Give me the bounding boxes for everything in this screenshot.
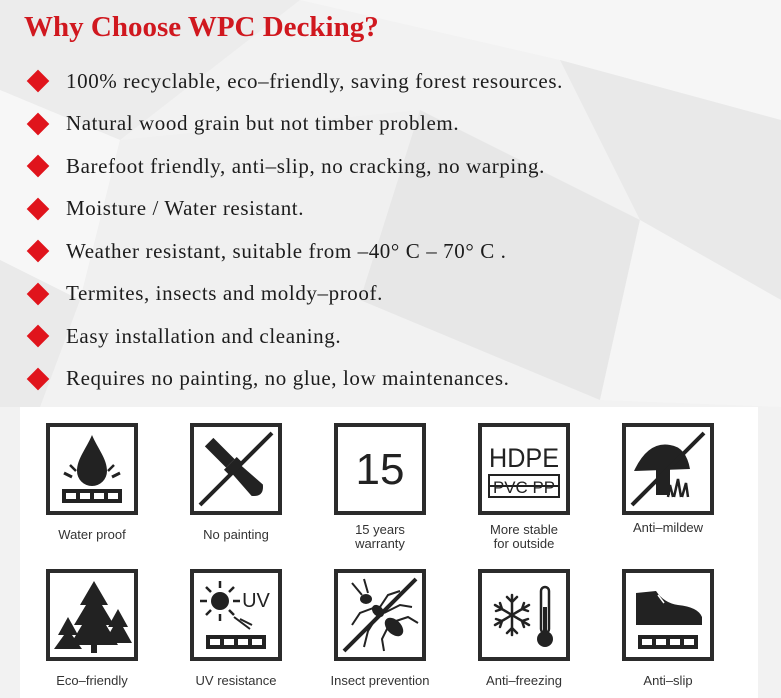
icon-anti-mildew [596,407,740,545]
warranty-number: 15 [355,445,405,494]
icon-caption: Anti–freezing [486,673,562,688]
uv-text: UV [242,590,270,612]
hdpe-icon [478,423,570,515]
bullet-diamond-icon [27,155,50,178]
bullet-diamond-icon [27,112,50,135]
feature-item [26,188,563,231]
no-mushroom-icon [622,423,714,515]
snowflake-thermometer-icon [478,569,570,661]
bullet-diamond-icon [27,367,50,390]
caption-line: 15 years [355,522,405,537]
bullet-diamond-icon [27,197,50,220]
feature-item [26,315,563,358]
water-drop-icon [46,423,138,515]
icon-eco-friendly [20,553,164,691]
trees-icon [46,569,138,661]
hdpe-text: HDPE [489,443,559,473]
caption-line: warranty [355,536,405,551]
icon-hdpe [452,407,596,551]
icon-caption: No painting [203,527,269,542]
feature-text: Termites, insects and moldy–proof. [66,281,383,306]
icon-caption [452,523,596,551]
icon-caption: Anti–mildew [632,520,704,535]
feature-list [26,60,563,400]
bullet-diamond-icon [27,282,50,305]
shoe-icon [622,569,714,661]
feature-text: Barefoot friendly, anti–slip, no cracking, no warping. [66,153,545,178]
icon-grid [20,407,758,698]
bullet-diamond-icon [27,325,50,348]
feature-item [26,60,563,103]
no-paint-brush-icon [190,423,282,515]
icon-anti-slip [596,553,740,691]
icon-water-proof [20,407,164,545]
feature-text: Easy installation and cleaning. [66,323,342,348]
feature-text: Weather resistant, suitable from –40° C – 70° C . [66,238,507,263]
feature-text: Requires no painting, no glue, low maintenances. [66,366,510,391]
icon-caption [308,523,452,551]
icon-caption: Insect prevention [330,673,430,688]
caption-line: for outside [493,536,555,551]
feature-item [26,230,563,273]
page-title: Why Choose WPC Decking? [24,11,379,43]
uv-sun-icon [190,569,282,661]
feature-text: Moisture / Water resistant. [66,196,305,221]
feature-text: 100% recyclable, eco–friendly, saving forest resources. [66,68,563,93]
bullet-diamond-icon [27,70,50,93]
icon-insect-prevention [308,553,452,691]
feature-text: Natural wood grain but not timber problem. [66,111,460,136]
feature-item [26,273,563,316]
feature-item [26,358,563,401]
feature-item [26,145,563,188]
icon-warranty [308,407,452,551]
warranty-15-icon [334,423,426,515]
no-insect-icon [334,569,426,661]
icon-anti-freezing [452,553,596,691]
icon-caption: Water proof [58,527,126,542]
icon-no-painting [164,407,308,545]
pvc-pp-text: PVC PP [493,478,555,497]
bullet-diamond-icon [27,240,50,263]
icon-uv-resistance [164,553,308,691]
icon-caption: Eco–friendly [56,673,128,688]
feature-item [26,103,563,146]
icon-caption: UV resistance [195,673,277,688]
caption-line: More stable [490,522,558,537]
icon-caption: Anti–slip [643,673,693,688]
